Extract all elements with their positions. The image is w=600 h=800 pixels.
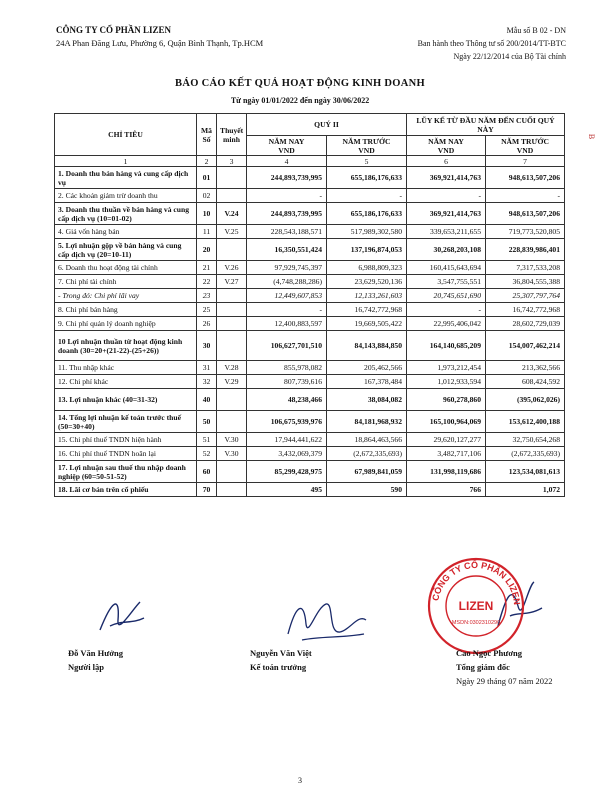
colnum: 6 xyxy=(407,156,486,167)
quarter-previous-value: 16,742,772,968 xyxy=(327,303,407,317)
row-label: 15. Chi phí thuế TNDN hiện hành xyxy=(55,433,197,447)
quarter-previous-value: 12,133,261,603 xyxy=(327,289,407,303)
table-row xyxy=(55,331,565,361)
ytd-previous-value: (2,672,335,693) xyxy=(486,447,565,461)
ytd-previous-value: (395,062,026) xyxy=(486,389,565,411)
table-row xyxy=(55,189,565,203)
quarter-current-value: 97,929,745,397 xyxy=(247,261,327,275)
header-q-previous: NĂM TRƯỚC VND xyxy=(327,136,407,156)
table-row xyxy=(55,389,565,411)
row-note: V.28 xyxy=(217,361,247,375)
ytd-previous-value: 213,362,566 xyxy=(486,361,565,375)
table-row xyxy=(55,483,565,497)
row-label: 11. Thu nhập khác xyxy=(55,361,197,375)
row-code: 23 xyxy=(197,289,217,303)
row-label: 10 Lợi nhuận thuần từ hoạt động kinh doanh (30=20+(21-22)-(25+26)) xyxy=(55,331,197,361)
quarter-current-value: 17,944,441,622 xyxy=(247,433,327,447)
ytd-previous-value: 948,613,507,206 xyxy=(486,203,565,225)
ytd-current-value: 29,620,127,277 xyxy=(407,433,486,447)
table-row xyxy=(55,433,565,447)
quarter-current-value: 85,299,428,975 xyxy=(247,461,327,483)
edge-mark: B xyxy=(586,133,596,140)
quarter-previous-value: - xyxy=(327,189,407,203)
ytd-previous-value: 123,534,081,613 xyxy=(486,461,565,483)
table-row xyxy=(55,275,565,289)
table-row xyxy=(55,203,565,225)
form-code: Mẫu số B 02 - DN xyxy=(506,26,566,35)
row-label: - Trong đó: Chi phí lãi vay xyxy=(55,289,197,303)
colnum: 5 xyxy=(327,156,407,167)
ytd-current-value: 339,653,211,655 xyxy=(407,225,486,239)
ytd-previous-value: 16,742,772,968 xyxy=(486,303,565,317)
colnum: 2 xyxy=(197,156,217,167)
quarter-previous-value: 23,629,520,136 xyxy=(327,275,407,289)
row-label: 4. Giá vốn hàng bán xyxy=(55,225,197,239)
ytd-current-value: 20,745,651,690 xyxy=(407,289,486,303)
row-note: V.30 xyxy=(217,433,247,447)
quarter-current-value: 807,739,616 xyxy=(247,375,327,389)
table-row xyxy=(55,411,565,433)
table-row xyxy=(55,289,565,303)
row-label: 18. Lãi cơ bản trên cổ phiếu xyxy=(55,483,197,497)
row-label: 6. Doanh thu hoạt động tài chính xyxy=(55,261,197,275)
row-note: V.24 xyxy=(217,203,247,225)
colnum: 4 xyxy=(247,156,327,167)
ytd-current-value: 1,973,212,454 xyxy=(407,361,486,375)
ytd-current-value: 3,547,755,551 xyxy=(407,275,486,289)
row-label: 9. Chi phí quản lý doanh nghiệp xyxy=(55,317,197,331)
quarter-previous-value: 19,669,505,422 xyxy=(327,317,407,331)
accountant-name: Nguyễn Văn Việt xyxy=(250,648,312,658)
header-ytd-previous: NĂM TRƯỚC VND xyxy=(486,136,565,156)
header-quarter: QUÝ II xyxy=(247,114,407,136)
row-code: 21 xyxy=(197,261,217,275)
row-note: V.27 xyxy=(217,275,247,289)
row-code: 70 xyxy=(197,483,217,497)
table-row xyxy=(55,303,565,317)
ytd-previous-value: 153,612,400,188 xyxy=(486,411,565,433)
row-code: 51 xyxy=(197,433,217,447)
quarter-current-value: (4,748,288,286) xyxy=(247,275,327,289)
row-code: 11 xyxy=(197,225,217,239)
row-note xyxy=(217,389,247,411)
row-note xyxy=(217,239,247,261)
company-seal xyxy=(426,556,526,656)
row-code: 22 xyxy=(197,275,217,289)
report-title: BÁO CÁO KẾT QUẢ HOẠT ĐỘNG KINH DOANH xyxy=(175,78,425,89)
header-ytd-current: NĂM NAY VND xyxy=(407,136,486,156)
row-code: 32 xyxy=(197,375,217,389)
quarter-previous-value: 84,143,884,850 xyxy=(327,331,407,361)
row-label: 3. Doanh thu thuần về bán hàng và cung cấp dịch vụ (10=01-02) xyxy=(55,203,197,225)
header-q-current: NĂM NAY VND xyxy=(247,136,327,156)
row-code: 50 xyxy=(197,411,217,433)
quarter-previous-value: 137,196,874,053 xyxy=(327,239,407,261)
row-note xyxy=(217,189,247,203)
quarter-current-value: 244,893,739,995 xyxy=(247,203,327,225)
ytd-current-value: 165,100,964,069 xyxy=(407,411,486,433)
ytd-previous-value: 28,602,729,039 xyxy=(486,317,565,331)
quarter-previous-value: 18,864,463,566 xyxy=(327,433,407,447)
ytd-previous-value: 36,804,555,388 xyxy=(486,275,565,289)
ytd-previous-value: 608,424,592 xyxy=(486,375,565,389)
ytd-previous-value: 25,307,797,764 xyxy=(486,289,565,303)
header-thuyetminh: Thuyết minh xyxy=(217,114,247,156)
form-header xyxy=(336,24,566,63)
ytd-current-value: 164,140,685,209 xyxy=(407,331,486,361)
row-code: 10 xyxy=(197,203,217,225)
row-note xyxy=(217,483,247,497)
quarter-current-value: - xyxy=(247,303,327,317)
seal-center-text: LIZEN xyxy=(458,599,494,613)
quarter-current-value: 16,350,551,424 xyxy=(247,239,327,261)
ytd-current-value: 160,415,643,694 xyxy=(407,261,486,275)
ytd-previous-value: 719,773,520,805 xyxy=(486,225,565,239)
ytd-current-value: 1,012,933,594 xyxy=(407,375,486,389)
row-code: 40 xyxy=(197,389,217,411)
preparer-signature xyxy=(92,590,152,640)
ytd-current-value: 3,482,717,106 xyxy=(407,447,486,461)
row-code: 30 xyxy=(197,331,217,361)
header-chitieu: CHỈ TIÊU xyxy=(55,114,197,156)
row-note xyxy=(217,289,247,303)
row-code: 60 xyxy=(197,461,217,483)
quarter-current-value: 3,432,069,379 xyxy=(247,447,327,461)
ytd-previous-value: 228,839,986,401 xyxy=(486,239,565,261)
income-statement-table xyxy=(54,113,565,497)
ytd-previous-value: 948,613,507,206 xyxy=(486,167,565,189)
ytd-current-value: 766 xyxy=(407,483,486,497)
table-row xyxy=(55,225,565,239)
row-label: 14. Tổng lợi nhuận kế toán trước thuế (50=30+40) xyxy=(55,411,197,433)
row-note: V.26 xyxy=(217,261,247,275)
ytd-previous-value: 1,072 xyxy=(486,483,565,497)
quarter-previous-value: 167,378,484 xyxy=(327,375,407,389)
quarter-current-value: 495 xyxy=(247,483,327,497)
preparer-name: Đỗ Văn Hưởng xyxy=(68,648,123,658)
row-code: 26 xyxy=(197,317,217,331)
colnum: 1 xyxy=(55,156,197,167)
accountant-signature xyxy=(282,594,372,646)
table-row xyxy=(55,361,565,375)
quarter-previous-value: 590 xyxy=(327,483,407,497)
header-maso: Mã Số xyxy=(197,114,217,156)
table-row xyxy=(55,167,565,189)
accountant-block xyxy=(250,646,312,674)
ytd-previous-value: - xyxy=(486,189,565,203)
form-regulation: Ban hành theo Thông tư số 200/2014/TT-BTC xyxy=(417,39,566,48)
ytd-current-value: 369,921,414,763 xyxy=(407,167,486,189)
quarter-current-value: 12,449,607,853 xyxy=(247,289,327,303)
director-name: Cao Ngọc Phương xyxy=(456,648,523,658)
quarter-current-value: 228,543,188,571 xyxy=(247,225,327,239)
ytd-previous-value: 7,317,533,208 xyxy=(486,261,565,275)
quarter-current-value: 48,238,466 xyxy=(247,389,327,411)
company-name: CÔNG TY CỔ PHẦN LIZEN xyxy=(56,25,172,35)
row-code: 52 xyxy=(197,447,217,461)
row-note xyxy=(217,411,247,433)
ytd-current-value: 131,998,119,686 xyxy=(407,461,486,483)
company-header xyxy=(56,24,263,50)
colnum: 7 xyxy=(486,156,565,167)
row-note xyxy=(217,167,247,189)
row-label: 12. Chi phí khác xyxy=(55,375,197,389)
ytd-current-value: 22,995,406,042 xyxy=(407,317,486,331)
quarter-previous-value: 655,186,176,633 xyxy=(327,203,407,225)
row-code: 31 xyxy=(197,361,217,375)
director-block xyxy=(456,646,522,674)
ytd-previous-value: 154,007,462,214 xyxy=(486,331,565,361)
row-code: 01 xyxy=(197,167,217,189)
row-label: 2. Các khoản giảm trừ doanh thu xyxy=(55,189,197,203)
row-label: 17. Lợi nhuận sau thuế thu nhập doanh nghiệp (60=50-51-52) xyxy=(55,461,197,483)
table-row xyxy=(55,447,565,461)
form-regulation-date: Ngày 22/12/2014 của Bộ Tài chính xyxy=(453,52,566,61)
seal-msdn-text: MSDN:0302310290 xyxy=(451,620,501,626)
row-note xyxy=(217,331,247,361)
row-note: V.30 xyxy=(217,447,247,461)
row-note: V.25 xyxy=(217,225,247,239)
quarter-previous-value: 67,989,841,059 xyxy=(327,461,407,483)
director-role: Tổng giám đốc xyxy=(456,662,510,672)
seal-ring-text: CÔNG TY CỔ PHẦN LIZEN xyxy=(430,559,523,606)
company-address: 24A Phan Đăng Lưu, Phường 6, Quận Bình Thạnh, Tp.HCM xyxy=(56,38,264,48)
quarter-previous-value: 84,181,968,932 xyxy=(327,411,407,433)
row-label: 16. Chi phí thuế TNDN hoãn lại xyxy=(55,447,197,461)
ytd-current-value: 960,278,860 xyxy=(407,389,486,411)
row-label: 5. Lợi nhuận gộp về bán hàng và cung cấp dịch vụ (20=10-11) xyxy=(55,239,197,261)
column-number-row xyxy=(55,156,565,167)
quarter-current-value: 106,675,939,976 xyxy=(247,411,327,433)
quarter-previous-value: 517,989,302,580 xyxy=(327,225,407,239)
table-row xyxy=(55,461,565,483)
row-code: 20 xyxy=(197,239,217,261)
row-label: 13. Lợi nhuận khác (40=31-32) xyxy=(55,389,197,411)
table-row xyxy=(55,317,565,331)
quarter-previous-value: 655,186,176,633 xyxy=(327,167,407,189)
table-row xyxy=(55,261,565,275)
quarter-previous-value: (2,672,335,693) xyxy=(327,447,407,461)
quarter-current-value: 106,627,701,510 xyxy=(247,331,327,361)
quarter-previous-value: 205,462,566 xyxy=(327,361,407,375)
quarter-previous-value: 6,988,809,323 xyxy=(327,261,407,275)
quarter-previous-value: 38,084,082 xyxy=(327,389,407,411)
ytd-current-value: 369,921,414,763 xyxy=(407,203,486,225)
row-label: 1. Doanh thu bán hàng và cung cấp dịch vụ xyxy=(55,167,197,189)
report-period: Từ ngày 01/01/2022 đến ngày 30/06/2022 xyxy=(230,96,370,105)
quarter-current-value: 12,400,883,597 xyxy=(247,317,327,331)
row-note xyxy=(217,461,247,483)
ytd-current-value: - xyxy=(407,303,486,317)
quarter-current-value: 244,893,739,995 xyxy=(247,167,327,189)
accountant-role: Kế toán trưởng xyxy=(250,662,307,672)
colnum: 3 xyxy=(217,156,247,167)
row-note: V.29 xyxy=(217,375,247,389)
ytd-previous-value: 32,750,654,268 xyxy=(486,433,565,447)
row-label: 7. Chi phí tài chính xyxy=(55,275,197,289)
page-number: 3 xyxy=(298,776,302,785)
ytd-current-value: 30,268,203,108 xyxy=(407,239,486,261)
row-code: 02 xyxy=(197,189,217,203)
table-row xyxy=(55,239,565,261)
row-note xyxy=(217,317,247,331)
ytd-current-value: - xyxy=(407,189,486,203)
row-label: 8. Chi phí bán hàng xyxy=(55,303,197,317)
row-note xyxy=(217,303,247,317)
row-code: 25 xyxy=(197,303,217,317)
signing-date: Ngày 29 tháng 07 năm 2022 xyxy=(456,676,553,686)
header-ytd: LŨY KẾ TỪ ĐẦU NĂM ĐẾN CUỐI QUÝ NÀY xyxy=(407,114,565,136)
preparer-block xyxy=(68,646,123,674)
table-row xyxy=(55,375,565,389)
preparer-role: Người lập xyxy=(68,662,105,672)
quarter-current-value: 855,978,082 xyxy=(247,361,327,375)
quarter-current-value: - xyxy=(247,189,327,203)
